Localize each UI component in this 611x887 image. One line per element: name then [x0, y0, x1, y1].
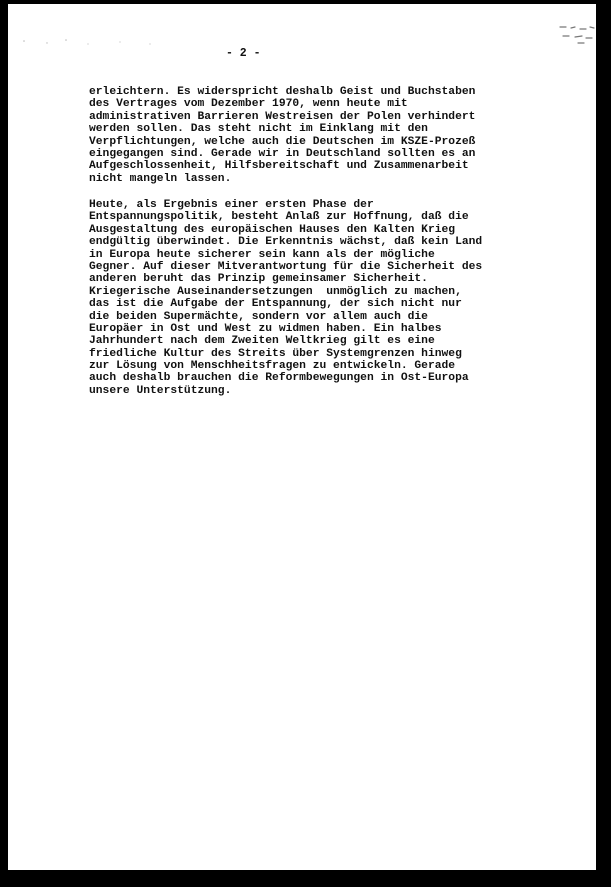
text-line: erleichtern. Es widerspricht deshalb Geist und Buchstaben — [89, 86, 476, 98]
text-line: auch deshalb brauchen die Reformbewegungen in Ost-Europa — [89, 372, 469, 385]
text-line: Heute, als Ergebnis einer ersten Phase der — [89, 199, 374, 211]
text-line: das ist die Aufgabe der Entspannung, der sich nicht nur — [89, 298, 462, 311]
paragraph-2 — [89, 199, 482, 397]
text-line: unsere Unterstützung. — [89, 384, 232, 397]
text-line: nicht mangeln lassen. — [89, 172, 232, 185]
text-line: Europäer in Ost und West zu widmen haben. Ein halbes — [89, 322, 442, 335]
text-line: Kriegerische Auseinandersetzungen unmöglich zu machen, — [89, 285, 462, 298]
text-line: anderen beruht das Prinzip gemeinsamer Sicherheit. — [89, 273, 428, 286]
text-line: in Europa heute sicherer sein kann als der mögliche — [89, 248, 435, 261]
text-line: endgültig überwindet. Die Erkenntnis wächst, daß kein Land — [89, 236, 483, 249]
text-line: werden sollen. Das steht nicht im Einklang mit den — [89, 123, 428, 136]
text-line: Entspannungspolitik, besteht Anlaß zur Hoffnung, daß die — [89, 211, 469, 224]
text-line: die beiden Supermächte, sondern vor allem auch die — [89, 310, 428, 323]
page-number: - 2 - — [226, 47, 261, 60]
text-line: friedliche Kultur des Streits über Systemgrenzen hinweg — [89, 347, 462, 360]
text-line: Gegner. Auf dieser Mitverantwortung für die Sicherheit des — [89, 260, 483, 273]
text-line: Ausgestaltung des europäischen Hauses den Kalten Krieg — [89, 223, 456, 236]
text-line: eingegangen sind. Gerade wir in Deutschland sollten es an — [89, 147, 476, 160]
text-line: administrativen Barrieren Westreisen der Polen verhindert — [89, 110, 476, 123]
paragraph-1 — [89, 86, 475, 185]
text-line: zur Lösung von Menschheitsfragen zu entwickeln. Gerade — [89, 360, 456, 373]
text-line: Jahrhundert nach dem Zweiten Weltkrieg gilt es eine — [89, 335, 435, 348]
text-line: Aufgeschlossenheit, Hilfsbereitschaft und Zusammenarbeit — [89, 160, 469, 173]
text-line: Verpflichtungen, welche auch die Deutschen im KSZE-Prozeß — [89, 135, 476, 148]
text-line: des Vertrages vom Dezember 1970, wenn heute mit — [89, 98, 408, 111]
